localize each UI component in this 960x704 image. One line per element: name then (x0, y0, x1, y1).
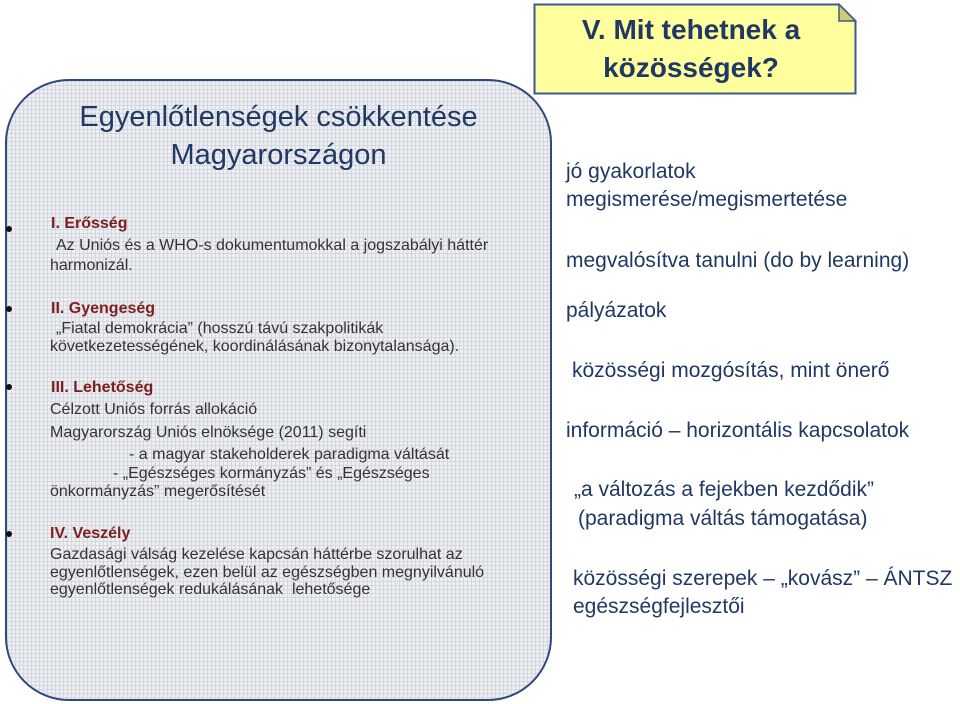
section-text-line: - a magyar stakeholderek paradigma váltását (129, 446, 450, 463)
callout-box (533, 3, 857, 95)
section-text-line: következetességének, koordinálásának bizonytalansága). (50, 338, 460, 355)
left-panel-title-line: Egyenlőtlenségek csökkentése (79, 101, 478, 133)
callout-title-line: közösségek? (603, 52, 779, 83)
action-item-line: információ – horizontális kapcsolatok (566, 419, 910, 442)
section-text-line: önkormányzás” megerősítését (50, 483, 266, 500)
callout-title-line: V. Mit tehetnek a (581, 14, 801, 45)
section-text-line: Az Uniós és a WHO-s dokumentumokkal a jogszabályi háttér (56, 237, 489, 254)
section-text-line: harmonizál. (50, 257, 133, 274)
section-text-line: egyenlőtlenségek, ezen belül az egészségben megnyilvánuló (50, 564, 485, 581)
action-item-line: egészségfejlesztői (573, 595, 745, 618)
section-text-line: Gazdasági válság kezelése kapcsán háttérbe szorulhat az (50, 546, 463, 563)
section-heading-strength: I. Erősség (51, 215, 128, 232)
bullet-dot (6, 531, 12, 537)
section-heading-weakness: II. Gyengeség (51, 300, 156, 317)
bullet-dot (6, 384, 12, 390)
callout-title (533, 11, 849, 87)
action-item-line: (paradigma váltás támogatása) (578, 507, 868, 530)
section-text-line: egyenlőtlenségek redukálásának lehetősége (50, 581, 371, 598)
left-panel-title-line: Magyarországon (170, 139, 387, 171)
section-heading-opportunity: III. Lehetőség (51, 379, 154, 396)
left-panel-title (5, 98, 552, 174)
section-text-line: Magyarország Uniós elnöksége (2011) segíti (50, 424, 367, 441)
action-item-line: „a változás a fejekben kezdődik” (574, 478, 874, 501)
action-item-line: jó gyakorlatok (566, 160, 696, 183)
action-item-line: pályázatok (566, 299, 667, 322)
action-item-line: megvalósítva tanulni (do by learning) (566, 249, 910, 272)
action-item-line: közösségi mozgósítás, mint önerő (572, 359, 890, 382)
section-text-line: - „Egészséges kormányzás” és „Egészséges (113, 465, 430, 482)
section-text-line: „Fiatal demokrácia” (hosszú távú szakpolitikák (56, 320, 384, 337)
section-heading-threat: IV. Veszély (50, 525, 131, 542)
action-item-line: megismerése/megismertetése (566, 188, 848, 211)
section-text-line: Célzott Uniós forrás allokáció (50, 401, 258, 418)
action-item-line: közösségi szerepek – „kovász” – ÁNTSZ (573, 567, 953, 590)
bullet-dot (6, 306, 12, 312)
bullet-dot (6, 226, 12, 232)
